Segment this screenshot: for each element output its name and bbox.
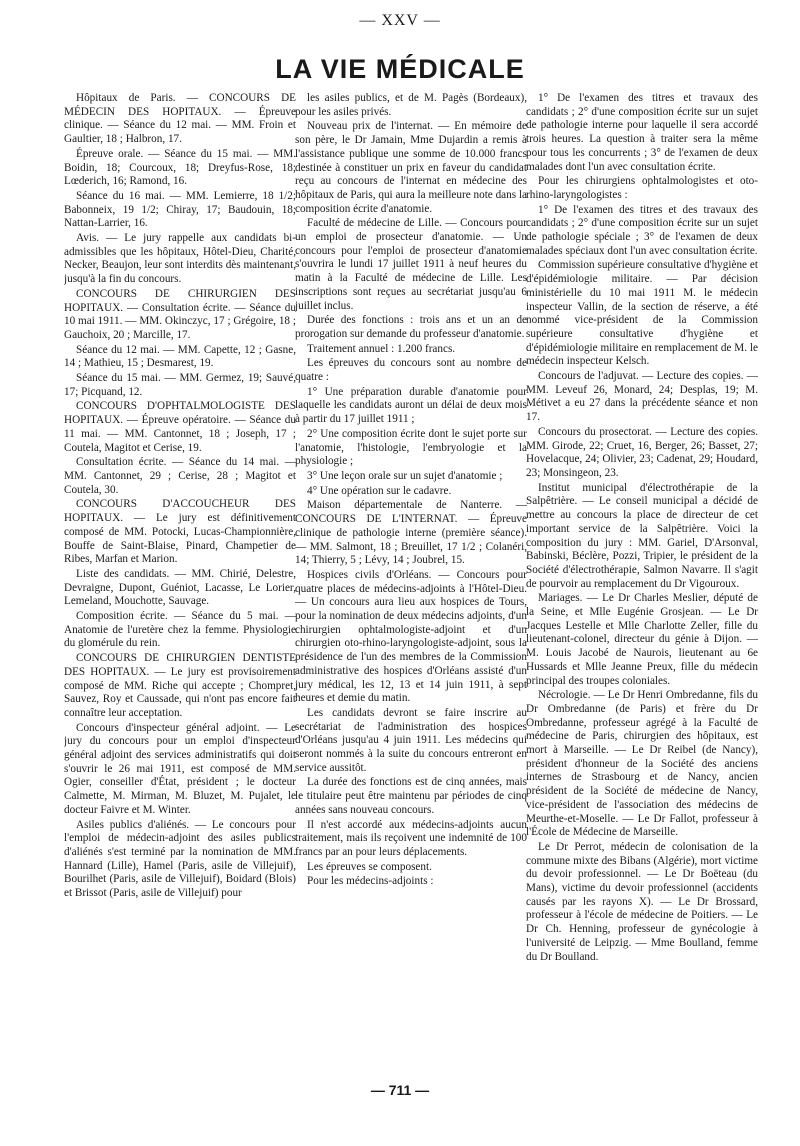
paragraph: Hôpitaux de Paris. — CONCOURS DE MÉDECIN DES HOPITAUX. — Épreuve clinique. — Séance du 12 mai. — MM. Froin et Gaultier, 18 ; Halbron, 17.	[64, 92, 296, 146]
paragraph: Les épreuves se composent.	[307, 860, 432, 873]
page-title: LA VIE MÉDICALE	[275, 54, 525, 84]
paragraph: 1° De l'examen des titres et des travaux des candidats ; 2° d'une composition écrite sur un sujet de pathologie spéciale ; 3° de l'examen de deux malades spéciaux dont l'un avec consultation écrite.	[526, 203, 758, 257]
paragraph: CONCOURS DE CHIRURGIEN DENTISTE DES HOPITAUX. — Le jury est provisoirement composé de MM. Riche qui accepte ; Chompret, Sauvez, Roy et Caussade, qui n'ont pas encore fait connaître leur acceptation.	[64, 652, 296, 719]
paragraph: La durée des fonctions est de cinq années, mais le titulaire peut être maintenu par périodes de cinq années sans nouveau concours.	[295, 776, 527, 816]
paragraph: Asiles publics d'aliénés. — Le concours pour l'emploi de médecin-adjoint des asiles publics d'aliénés s'est terminé par la nomination de MM. Hannard (Lille), Hamel (Paris, asile de Villejuif), Bourilhet (Paris, asile de Villejuif), Boidard (Blois) et Brissot (Paris, asile de Villejuif) pour	[64, 818, 296, 900]
paragraph: Liste des candidats. — MM. Chirié, Delestre, Devraigne, Dupont, Guéniot, Lacasse, Le Lorier, Lemeland, Mouchotte, Sauvage.	[64, 567, 296, 608]
paragraph: Composition écrite. — Séance du 5 mai. — Anatomie de l'uretère chez la femme. Physiologie du glomérule du rein.	[64, 610, 296, 650]
paragraph: Hospices civils d'Orléans. — Concours pour quatre places de médecins-adjoints à l'Hôtel-Dieu. — Un concours aura lieu aux hospices de Tours, pour la nomination de deux médecins adjoints, d'un chirurgien ophtalmologiste-adjoint et d'un chirurgien oto-rhino-laryngologiste-adjoint, sous la présidence de l'un des membres de la Commission administrative des hospices d'Orléans assisté d'un jury médical, les 12, 13 et 14 juin 1911, à sept heures et demie du matin.	[295, 568, 527, 705]
paragraph: Concours d'inspecteur général adjoint. — Le jury du concours pour un emploi d'inspecteur général adjoint des services administratifs qui doit s'ouvrir le 26 mai 1911, est composé de MM. Ogier, conseiller d'État, président ; le docteur Calmette, M. Mirman, M. Bluzet, M. Pujalet, le docteur Faivre et M. Winter.	[64, 721, 296, 816]
paragraph: Séance du 16 mai. — MM. Lemierre, 18 1/2; Babonneix, 19 1/2; Chiray, 17; Baudouin, 18; Nattan-Larrier, 16.	[64, 189, 296, 230]
paragraph: Séance du 12 mai. — MM. Capette, 12 ; Gasne, 14 ; Mathieu, 15 ; Desmarest, 19.	[64, 343, 296, 370]
paragraph: Il n'est accordé aux médecins-adjoints aucun traitement, mais ils reçoivent une indemnité de 100 francs par an pour leurs déplacements.	[295, 818, 527, 858]
paragraph: 3° Une leçon orale sur un sujet d'anatomie ;	[307, 469, 503, 482]
paragraph: Concours de l'adjuvat. — Lecture des copies. — MM. Leveuf 26, Monard, 24; Desplas, 19; M. Métivet a eu 27 dans la précédente séance et non 17.	[526, 370, 758, 424]
paragraph: Commission supérieure consultative d'hygiène et d'épidémiologie militaire. — Par décision ministérielle du 10 mai 1911 M. le médecin inspecteur Vallin, de la section de réserve, a été nommé vice-président de la Commission supérieure consultative d'hygiène et d'épidémiologie militaire en remplacement de M. le médecin inspecteur Kelsch.	[526, 259, 758, 368]
running-head: — XXV —	[359, 12, 441, 29]
paragraph: les asiles publics, et de M. Pagès (Bordeaux), pour les asiles privés.	[295, 92, 527, 118]
paragraph: Faculté de médecine de Lille. — Concours pour un emploi de prosecteur d'anatomie. — Un concours pour l'emploi de prosecteur d'anatomie s'ouvrira le lundi 17 juillet 1911 à neuf heures du matin à la Faculté de médecine de Lille. Les inscriptions sont reçues au secrétariat jusqu'au 6 juillet inclus.	[295, 217, 527, 312]
paragraph: Durée des fonctions : trois ans et un an de prorogation sur demande du professeur d'anatomie.	[295, 314, 527, 340]
paragraph: 4° Une opération sur le cadavre.	[307, 484, 452, 497]
paragraph: Séance du 15 mai. — MM. Germez, 19; Sauvé, 17; Picquand, 12.	[64, 372, 296, 398]
column-2	[295, 92, 527, 1092]
paragraph: 2° Une composition écrite dont le sujet porte sur l'anatomie, l'histologie, l'embryologie et la physiologie ;	[295, 427, 527, 468]
paragraph: Mariages. — Le Dr Charles Meslier, député de la Seine, et Mlle Eugénie Grosjean. — Le Dr Jacques Lestelle et Mlle Charlotte Zeller, fille du lieutenant-colonel, directeur du génie à Dijon. — M. Louis Jacobé de Naurois, lieutenant au 6e Hussards et Mlle Jeanne Preux, fille du médecin principal des troupes coloniales.	[526, 592, 758, 687]
paragraph: Nouveau prix de l'internat. — En mémoire de son père, le Dr Jamain, Mme Dujardin a remis à l'assistance publique une somme de 10.000 francs destinée à constituer un prix en faveur du candidat reçu au concours de l'internat en médecine des hôpitaux de Paris, qui aura la meilleure note dans la composition écrite d'anatomie.	[295, 120, 527, 215]
paragraph: Le Dr Perrot, médecin de colonisation de la commune mixte des Bibans (Algérie), mort victime du devoir professionnel. — Le Dr Boëteau (du Mans), victime du devoir professionnel (accidents causés par les rayons X). — Le Dr Brossard, professeur à l'école de médecine de Poitiers. — Le Dr Ch. Henning, professeur de gynécologie à l'université de Leipzig. — Mme Boulland, femme du Dr Boulland.	[526, 840, 758, 963]
paragraph: Épreuve orale. — Séance du 15 mai. — MM. Boidin, 18; Courcoux, 18; Dreyfus-Rose, 18; Lœderich, 16; Ramond, 16.	[64, 147, 296, 188]
paragraph: Pour les médecins-adjoints :	[307, 875, 434, 888]
paragraph: CONCOURS DE CHIRURGIEN DES HOPITAUX. — Consultation écrite. — Séance du 10 mai 1911. — MM. Okinczyc, 17 ; Grégoire, 18 ; Gauchoix, 20 ; Marcille, 17.	[64, 287, 296, 341]
paragraph: Traitement annuel : 1.200 francs.	[307, 342, 456, 355]
page-number: — 711 —	[370, 1082, 430, 1098]
paragraph: CONCOURS D'ACCOUCHEUR DES HOPITAUX. — Le jury est définitivement composé de MM. Potocki, Lucas-Championnière, Bouffe de Saint-Blaise, Pinard, Champetier de Ribes, Marfan et Marion.	[64, 498, 296, 566]
column-1	[64, 92, 296, 1092]
column-3	[526, 92, 758, 1092]
paragraph: Pour les chirurgiens ophtalmologistes et oto-rhino-laryngologistes :	[526, 175, 758, 201]
paragraph: Les candidats devront se faire inscrire au secrétariat de l'administration des hospices d'Orléans jusqu'au 4 juin 1911. Les médecins qui seront nommés à la suite du concours entreront en service aussitôt.	[295, 706, 527, 774]
paragraph: CONCOURS D'OPHTALMOLOGISTE DES HOPITAUX. — Épreuve opératoire. — Séance du 11 mai. — MM. Cantonnet, 18 ; Joseph, 17 ; Coutela, Magitot et Cerise, 19.	[64, 400, 296, 454]
paragraph: 1° Une préparation durable d'anatomie pour laquelle les candidats auront un délai de deux mois à partir du 17 juillet 1911 ;	[295, 385, 527, 426]
paragraph: Les épreuves du concours sont au nombre de quatre :	[295, 357, 527, 384]
paragraph: 1° De l'examen des titres et travaux des candidats ; 2° d'une composition écrite sur un sujet de pathologie interne pour laquelle il sera accordé trois heures. La question à traiter sera la même pour tous les concurrents ; 3° de l'examen de deux malades dont l'un avec consultation écrite.	[526, 92, 758, 173]
paragraph: Consultation écrite. — Séance du 14 mai. — MM. Cantonnet, 29 ; Cerise, 28 ; Magitot et Coutela, 30.	[64, 456, 296, 496]
paragraph: Institut municipal d'électrothérapie de la Salpêtrière. — Le conseil municipal a décidé de mettre au concours la place de directeur de cet important service de la Salpêtrière. Voici la composition du jury : MM. Gariel, D'Arsonval, Babinski, Béclère, Pozzi, Tripier, le président de la Société d'électrothérapie, Salmon Navarre. Il s'agit de pourvoir au remplacement du Dr Vigouroux.	[526, 481, 758, 590]
paragraph: Nécrologie. — Le Dr Henri Ombredanne, fils du Dr Ombredanne (de Paris) et frère du Dr Ombredanne, professeur agrégé à la Faculté de médecine de Paris, chirurgien des hôpitaux, est mort à Marseille. — Le Dr Reibel (de Nancy), président d'honneur de la Société des anciens internes de Strasbourg et de Nancy, ancien président de la Société de médecine de Nancy, vice-président de l'association des médecins de Meurthe-et-Moselle. — Le Dr Fallot, professeur à l'École de Médecine de Marseille.	[526, 689, 758, 839]
paragraph: Maison départementale de Nanterre. — CONCOURS DE L'INTERNAT. — Épreuve clinique de pathologie interne (première séance). — MM. Salmont, 18 ; Breuillet, 17 1/2 ; Colanéri, 14; Thierry, 5 ; Lévy, 14 ; Joubrel, 15.	[295, 499, 527, 567]
paragraph: Avis. — Le jury rappelle aux candidats bi-admissibles que les hôpitaux, Hôtel-Dieu, Charité, Necker, Beaujon, leur sont interdits dès maintenant, jusqu'à la fin du concours.	[64, 232, 296, 286]
paragraph: Concours du prosectorat. — Lecture des copies. MM. Girode, 22; Cruet, 16, Berger, 26; Basset, 27; Hovelacque, 24; Olivier, 23; Cadenat, 29; Houdard, 23; Monsingeon, 23.	[526, 425, 758, 479]
